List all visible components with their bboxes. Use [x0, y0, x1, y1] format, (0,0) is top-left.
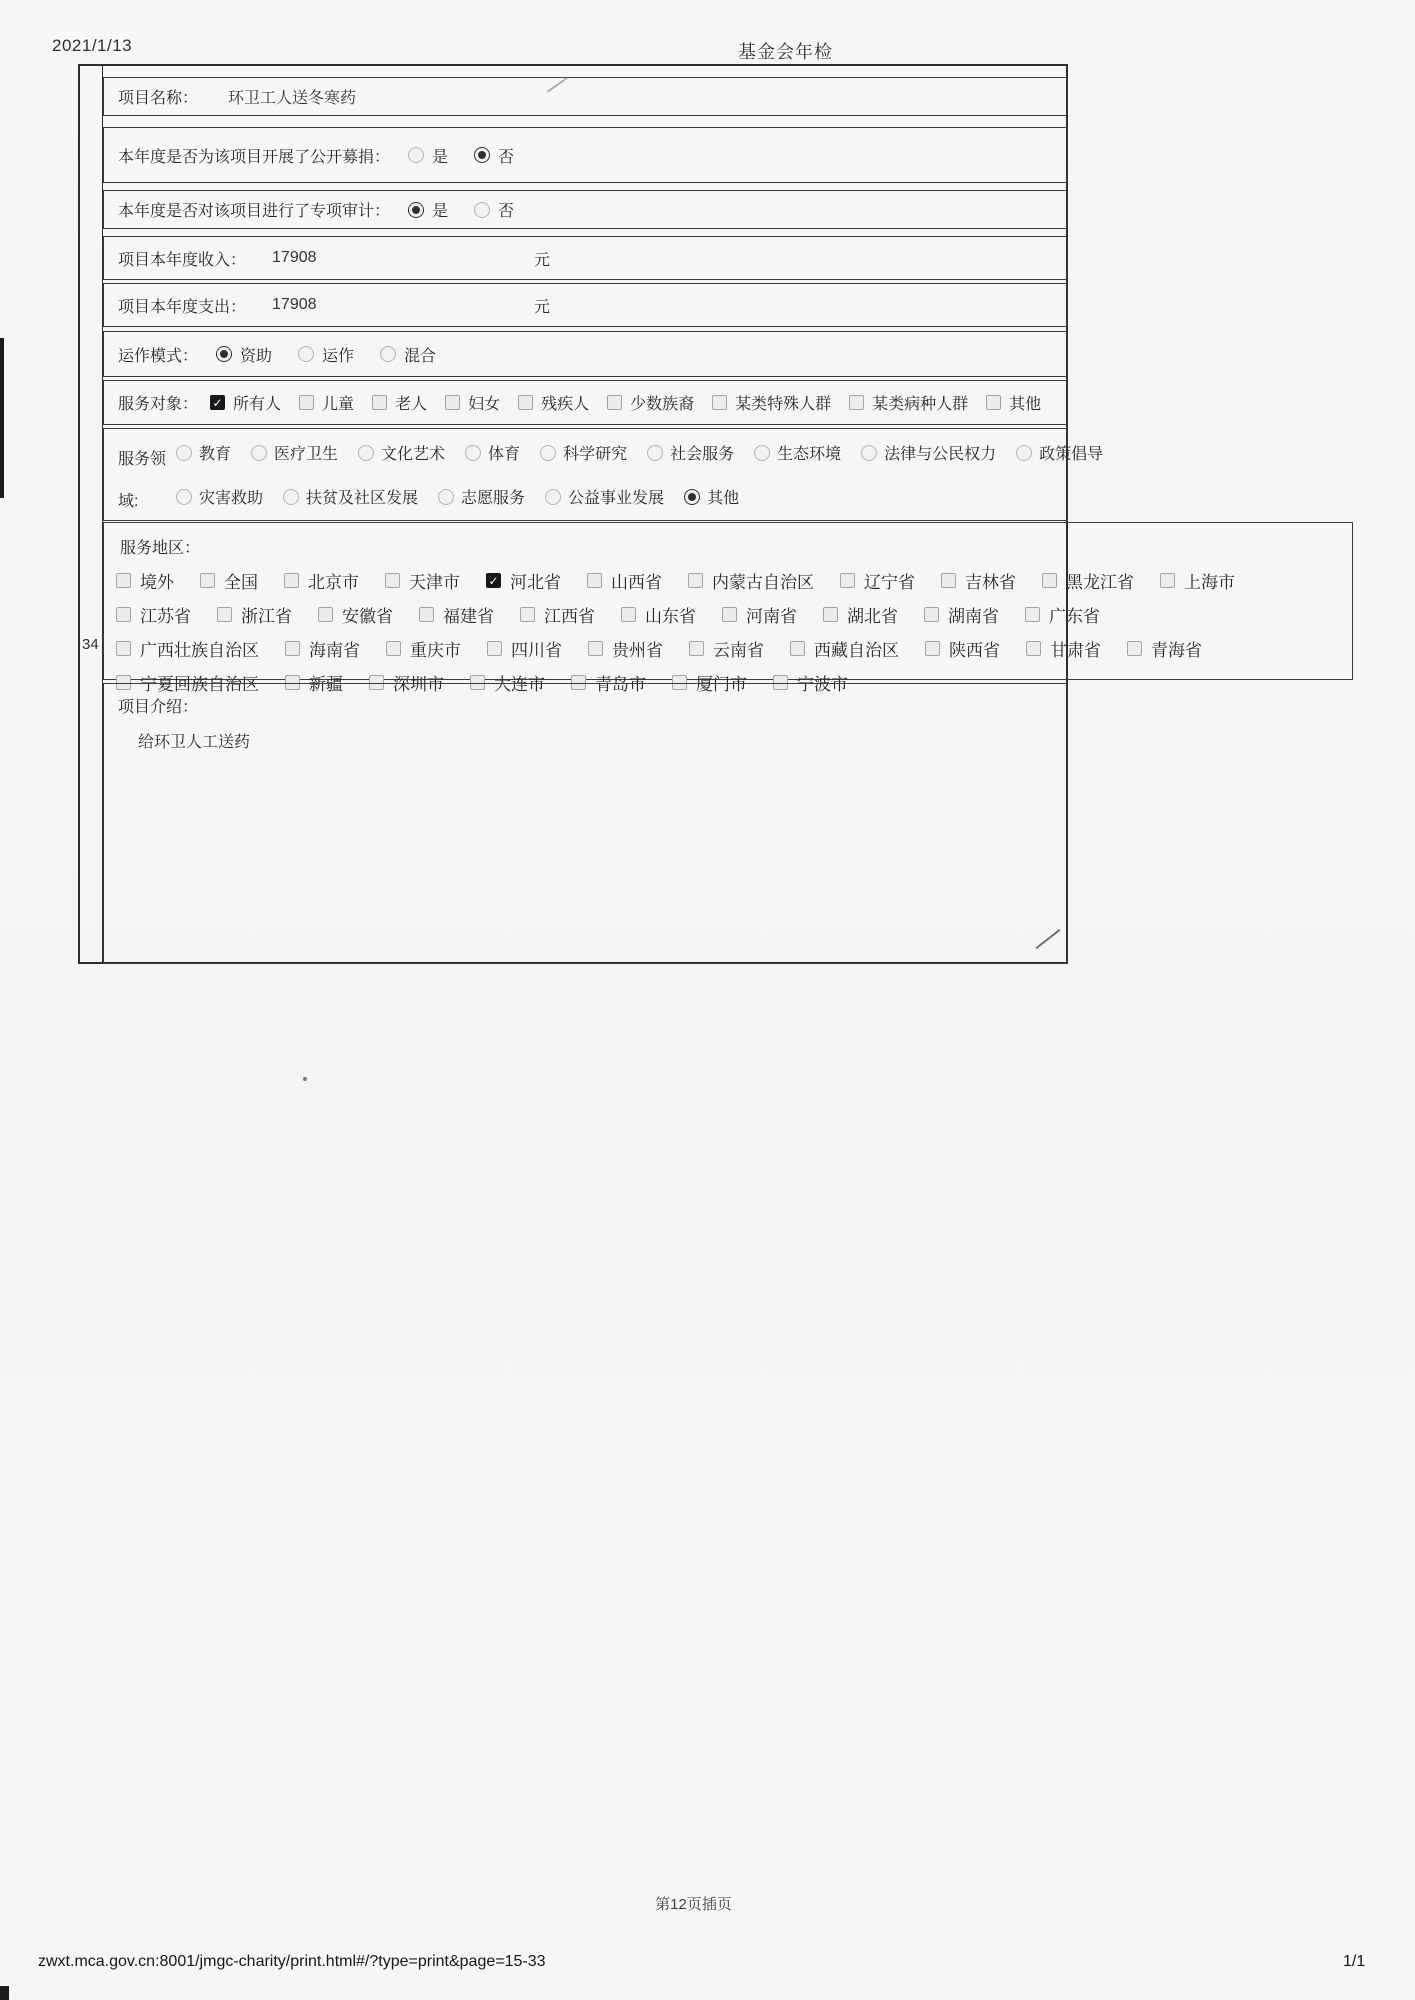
checkbox-icon[interactable] [1042, 573, 1057, 588]
option-label: 广东省 [1049, 607, 1100, 626]
option-label: 云南省 [713, 641, 764, 660]
option-label: 浙江省 [241, 607, 292, 626]
option-label: 内蒙古自治区 [712, 573, 814, 592]
option-label: 厦门市 [696, 675, 747, 694]
radio-option-是[interactable] [408, 198, 448, 221]
checkbox-icon[interactable] [588, 641, 603, 656]
checkbox-checked-icon[interactable]: ✓ [486, 573, 501, 588]
checkbox-option-重庆市[interactable] [386, 636, 461, 661]
option-label: 江苏省 [140, 607, 191, 626]
option-label: 北京市 [308, 573, 359, 592]
option-label: 天津市 [409, 573, 460, 592]
checkbox-option-上海市[interactable] [1160, 568, 1235, 593]
scan-edge-artifact [0, 338, 4, 498]
checkbox-option-贵州省[interactable] [588, 636, 663, 661]
checkbox-option-妇女[interactable] [445, 391, 500, 414]
option-label: 湖南省 [948, 607, 999, 626]
checkbox-icon[interactable] [487, 641, 502, 656]
special-audit-radio-group [408, 198, 514, 221]
radio-option-法律与公民权力[interactable] [861, 441, 996, 464]
checkbox-icon[interactable] [849, 395, 864, 410]
option-label: 生态环境 [777, 446, 842, 463]
option-label: 新疆 [309, 675, 343, 694]
row-annual-income [103, 236, 1068, 280]
checkbox-option-西藏自治区[interactable] [790, 636, 899, 661]
annual-expense-unit: 元 [534, 298, 551, 316]
checkbox-option-海南省[interactable] [285, 636, 360, 661]
annual-income-label: 项目本年度收入： [118, 251, 247, 269]
checkbox-option-广西壮族自治区[interactable] [116, 636, 259, 661]
radio-option-志愿服务[interactable] [438, 485, 525, 508]
option-label: 吉林省 [965, 573, 1016, 592]
checkbox-icon[interactable] [200, 573, 215, 588]
radio-selected-icon[interactable] [474, 147, 490, 163]
row-special-audit [103, 190, 1068, 229]
row-annual-expense [103, 283, 1068, 327]
checkbox-option-山东省[interactable] [621, 602, 696, 627]
checkbox-option-陕西省[interactable] [925, 636, 1000, 661]
checkbox-icon[interactable] [941, 573, 956, 588]
radio-option-体育[interactable] [465, 441, 520, 464]
print-source-url: zwxt.mca.gov.cn:8001/jmgc-charity/print.html#/?type=print&page=15-33 [38, 1953, 546, 1970]
option-label: 公益事业发展 [568, 490, 665, 507]
radio-option-否[interactable] [474, 144, 514, 167]
project-name-value: 环卫工人送冬寒药 [228, 90, 357, 107]
checkbox-icon[interactable] [116, 641, 131, 656]
checkbox-checked-icon[interactable]: ✓ [210, 395, 225, 410]
option-label: 否 [498, 148, 515, 166]
radio-selected-icon[interactable] [408, 202, 424, 218]
scan-edge-artifact [0, 1986, 9, 2000]
radio-icon[interactable] [754, 445, 770, 461]
checkbox-icon[interactable] [840, 573, 855, 588]
option-label: 宁波市 [797, 675, 848, 694]
radio-option-运作[interactable] [298, 343, 354, 366]
radio-option-灾害救助[interactable] [176, 485, 263, 508]
radio-option-资助[interactable] [216, 343, 272, 366]
option-label: 政策倡导 [1039, 446, 1104, 463]
checkbox-option-浙江省[interactable] [217, 602, 292, 627]
checkbox-icon[interactable] [1127, 641, 1142, 656]
checkbox-option-北京市[interactable] [284, 568, 359, 593]
radio-option-扶贫及社区发展[interactable] [283, 485, 418, 508]
checkbox-icon[interactable] [372, 395, 387, 410]
service-field-line-2 [176, 485, 1103, 508]
service-field-lines [176, 439, 1103, 510]
option-label: 上海市 [1184, 573, 1235, 592]
radio-icon[interactable] [540, 445, 556, 461]
checkbox-icon[interactable] [1160, 573, 1175, 588]
service-area-line-2 [116, 602, 1340, 627]
checkbox-icon[interactable] [419, 607, 434, 622]
checkbox-option-广东省[interactable] [1025, 602, 1100, 627]
option-label: 大连市 [494, 675, 545, 694]
special-audit-label: 本年度是否对该项目进行了专项审计： [118, 203, 391, 220]
annual-income-unit: 元 [534, 251, 551, 269]
checkbox-icon[interactable] [299, 395, 314, 410]
option-label: 所有人 [233, 396, 282, 413]
checkbox-option-全国[interactable] [200, 568, 258, 593]
service-field-line-1 [176, 441, 1103, 464]
checkbox-icon[interactable] [924, 607, 939, 622]
option-label: 社会服务 [670, 446, 735, 463]
checkbox-icon[interactable] [385, 573, 400, 588]
checkbox-icon[interactable] [925, 641, 940, 656]
checkbox-icon[interactable] [587, 573, 602, 588]
option-label: 混合 [404, 347, 437, 365]
option-label: 扶贫及社区发展 [306, 490, 419, 507]
checkbox-option-湖北省[interactable] [823, 602, 898, 627]
radio-selected-icon[interactable] [684, 489, 700, 505]
checkbox-icon[interactable] [688, 573, 703, 588]
option-label: 福建省 [443, 607, 494, 626]
checkbox-icon[interactable] [712, 395, 727, 410]
radio-selected-icon[interactable] [216, 346, 232, 362]
option-label: 体育 [488, 446, 521, 463]
service-target-checkbox-group [210, 391, 1041, 414]
option-label: 宁夏回族自治区 [140, 675, 259, 694]
option-label: 法律与公民权力 [884, 446, 997, 463]
radio-option-社会服务[interactable] [647, 441, 734, 464]
option-label: 其他 [707, 490, 740, 507]
operation-mode-radio-group [216, 343, 436, 366]
option-label: 甘肃省 [1050, 641, 1101, 660]
checkbox-icon[interactable] [386, 641, 401, 656]
checkbox-icon[interactable] [986, 395, 1001, 410]
row-project-intro [103, 683, 1068, 964]
option-label: 贵州省 [612, 641, 663, 660]
checkbox-option-某类特殊人群[interactable] [712, 391, 831, 414]
checkbox-icon[interactable] [285, 641, 300, 656]
checkbox-option-四川省[interactable] [487, 636, 562, 661]
option-label: 海南省 [309, 641, 360, 660]
checkbox-option-云南省[interactable] [689, 636, 764, 661]
checkbox-icon[interactable] [1025, 607, 1040, 622]
option-label: 黑龙江省 [1066, 573, 1134, 592]
radio-option-文化艺术[interactable] [358, 441, 445, 464]
checkbox-option-其他[interactable] [986, 391, 1041, 414]
radio-option-否[interactable] [474, 198, 514, 221]
checkbox-icon[interactable] [116, 573, 131, 588]
project-name-label: 项目名称： [118, 90, 199, 107]
radio-icon[interactable] [251, 445, 267, 461]
radio-option-是[interactable] [408, 144, 448, 167]
checkbox-option-儿童[interactable] [299, 391, 354, 414]
option-label: 科学研究 [563, 446, 628, 463]
checkbox-icon[interactable] [284, 573, 299, 588]
radio-option-科学研究[interactable] [540, 441, 627, 464]
checkbox-option-老人[interactable] [372, 391, 427, 414]
option-label: 山西省 [611, 573, 662, 592]
row-service-target [103, 380, 1068, 425]
radio-icon[interactable] [380, 346, 396, 362]
row-project-name [103, 77, 1068, 116]
checkbox-icon[interactable] [116, 607, 131, 622]
radio-option-教育[interactable] [176, 441, 231, 464]
radio-icon[interactable] [474, 202, 490, 218]
checkbox-icon[interactable] [823, 607, 838, 622]
radio-icon[interactable] [408, 147, 424, 163]
option-label: 河南省 [746, 607, 797, 626]
service-target-label: 服务对象： [118, 396, 199, 413]
option-label: 辽宁省 [864, 573, 915, 592]
checkbox-option-所有人[interactable] [210, 391, 281, 414]
margin-row-number: 34 [82, 636, 99, 653]
radio-icon[interactable] [465, 445, 481, 461]
checkbox-icon[interactable] [520, 607, 535, 622]
option-label: 儿童 [322, 396, 355, 413]
radio-icon[interactable] [861, 445, 877, 461]
public-fundraising-label: 本年度是否为该项目开展了公开募捐： [118, 148, 391, 166]
service-area-label: 服务地区： [120, 540, 201, 557]
service-area-line-1 [116, 568, 1340, 593]
checkbox-option-福建省[interactable] [419, 602, 494, 627]
row-service-field [103, 428, 1104, 521]
checkbox-option-甘肃省[interactable] [1026, 636, 1101, 661]
radio-option-公益事业发展[interactable] [545, 485, 664, 508]
checkbox-option-湖南省[interactable] [924, 602, 999, 627]
checkbox-option-内蒙古自治区[interactable] [688, 568, 814, 593]
option-label: 少数族裔 [630, 396, 695, 413]
radio-option-其他[interactable] [684, 485, 739, 508]
option-label: 境外 [140, 573, 174, 592]
option-label: 是 [432, 148, 449, 166]
radio-icon[interactable] [545, 489, 561, 505]
option-label: 四川省 [511, 641, 562, 660]
insert-page-note: 第12页插页 [655, 1896, 732, 1913]
checkbox-option-河北省[interactable] [486, 568, 561, 593]
checkbox-icon[interactable] [722, 607, 737, 622]
checkbox-option-少数族裔[interactable] [607, 391, 694, 414]
option-label: 残疾人 [541, 396, 590, 413]
radio-option-混合[interactable] [380, 343, 436, 366]
option-label: 妇女 [468, 396, 501, 413]
project-intro-value: 给环卫人工送药 [138, 734, 251, 751]
radio-icon[interactable] [1016, 445, 1032, 461]
option-label: 灾害救助 [199, 490, 264, 507]
radio-icon[interactable] [438, 489, 454, 505]
checkbox-option-境外[interactable] [116, 568, 174, 593]
annual-expense-value: 17908 [272, 296, 317, 313]
radio-icon[interactable] [176, 445, 192, 461]
checkbox-option-辽宁省[interactable] [840, 568, 915, 593]
checkbox-icon[interactable] [621, 607, 636, 622]
checkbox-option-江苏省[interactable] [116, 602, 191, 627]
page-indicator: 1/1 [1343, 1953, 1366, 1970]
row-service-area [103, 522, 1353, 694]
option-label: 老人 [395, 396, 428, 413]
option-label: 西藏自治区 [814, 641, 899, 660]
public-fundraising-radio-group [408, 144, 514, 167]
option-label: 医疗卫生 [274, 446, 339, 463]
radio-icon[interactable] [647, 445, 663, 461]
checkbox-option-江西省[interactable] [520, 602, 595, 627]
option-label: 某类病种人群 [872, 396, 969, 413]
option-label: 安徽省 [342, 607, 393, 626]
checkbox-icon[interactable] [318, 607, 333, 622]
option-label: 其他 [1009, 396, 1042, 413]
checkbox-icon[interactable] [790, 641, 805, 656]
radio-icon[interactable] [358, 445, 374, 461]
service-field-label: 服务领域: [118, 451, 167, 510]
annual-expense-label: 项目本年度支出： [118, 298, 247, 316]
option-label: 志愿服务 [461, 490, 526, 507]
option-label: 青岛市 [595, 675, 646, 694]
option-label: 江西省 [544, 607, 595, 626]
print-date: 2021/1/13 [52, 36, 133, 55]
scan-speck [303, 1077, 307, 1081]
option-label: 湖北省 [847, 607, 898, 626]
option-label: 广西壮族自治区 [140, 641, 259, 660]
radio-icon[interactable] [176, 489, 192, 505]
project-intro-label: 项目介绍： [118, 699, 199, 716]
row-public-fundraising [103, 127, 1068, 183]
checkbox-icon[interactable] [445, 395, 460, 410]
radio-option-医疗卫生[interactable] [251, 441, 338, 464]
option-label: 否 [498, 203, 515, 220]
checkbox-icon[interactable] [518, 395, 533, 410]
radio-icon[interactable] [298, 346, 314, 362]
radio-option-政策倡导[interactable] [1016, 441, 1103, 464]
checkbox-icon[interactable] [689, 641, 704, 656]
option-label: 陕西省 [949, 641, 1000, 660]
checkbox-icon[interactable] [217, 607, 232, 622]
checkbox-option-天津市[interactable] [385, 568, 460, 593]
row-operation-mode [103, 331, 1068, 377]
radio-option-生态环境[interactable] [754, 441, 841, 464]
option-label: 深圳市 [393, 675, 444, 694]
checkbox-option-安徽省[interactable] [318, 602, 393, 627]
annual-income-value: 17908 [272, 249, 317, 266]
option-label: 资助 [240, 347, 273, 365]
checkbox-option-山西省[interactable] [587, 568, 662, 593]
option-label: 全国 [224, 573, 258, 592]
option-label: 河北省 [510, 573, 561, 592]
page-title: 基金会年检 [738, 42, 833, 62]
checkbox-option-残疾人[interactable] [518, 391, 589, 414]
radio-icon[interactable] [283, 489, 299, 505]
option-label: 教育 [199, 446, 232, 463]
operation-mode-label: 运作模式： [118, 347, 199, 365]
checkbox-icon[interactable] [607, 395, 622, 410]
option-label: 文化艺术 [381, 446, 446, 463]
option-label: 某类特殊人群 [735, 396, 832, 413]
option-label: 山东省 [645, 607, 696, 626]
option-label: 重庆市 [410, 641, 461, 660]
checkbox-option-青海省[interactable] [1127, 636, 1202, 661]
option-label: 是 [432, 203, 449, 220]
checkbox-option-吉林省[interactable] [941, 568, 1016, 593]
checkbox-option-河南省[interactable] [722, 602, 797, 627]
checkbox-option-某类病种人群[interactable] [849, 391, 968, 414]
checkbox-icon[interactable] [1026, 641, 1041, 656]
service-area-line-3 [116, 636, 1340, 661]
option-label: 青海省 [1151, 641, 1202, 660]
checkbox-option-黑龙江省[interactable] [1042, 568, 1134, 593]
option-label: 运作 [322, 347, 355, 365]
